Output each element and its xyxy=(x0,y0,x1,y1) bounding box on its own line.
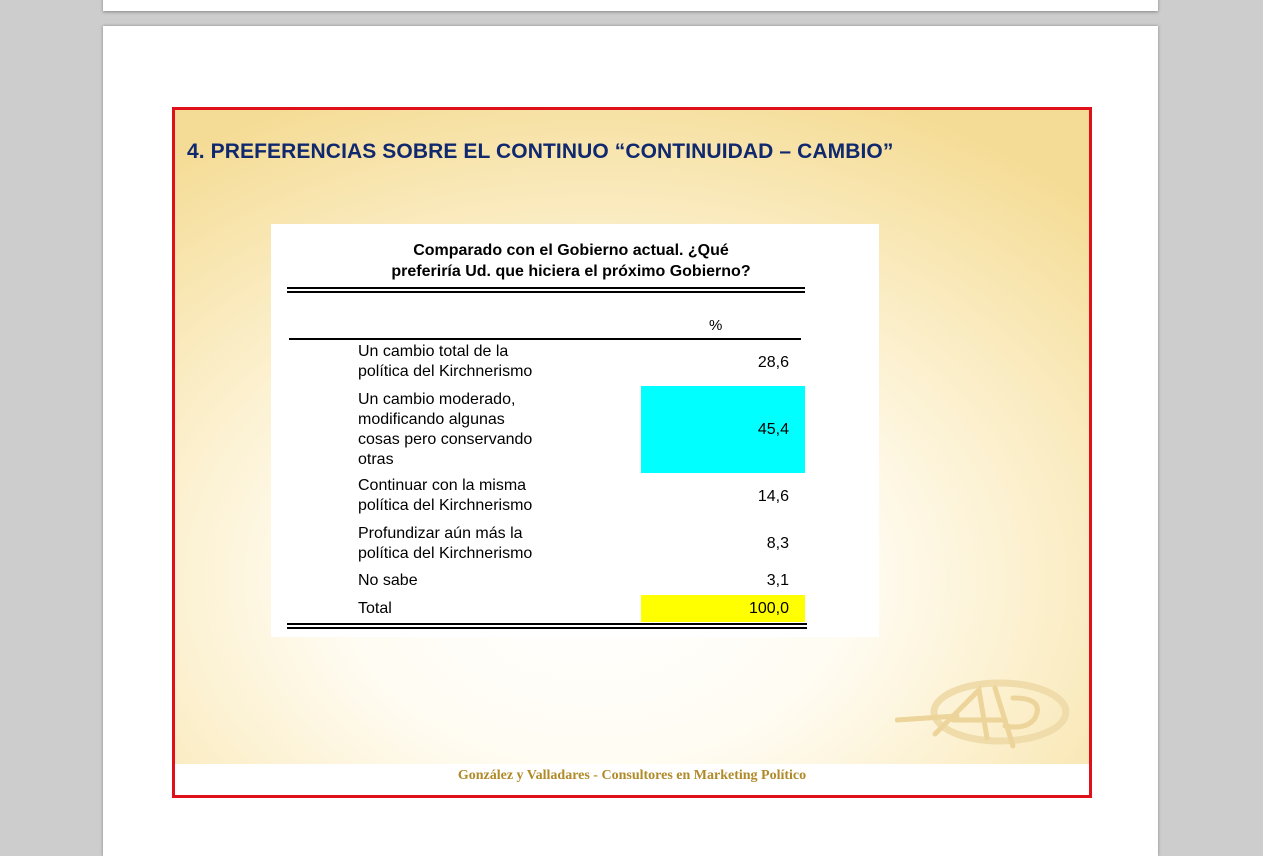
table-row-value: 100,0 xyxy=(748,600,789,617)
table-row-value: 14,6 xyxy=(757,488,789,505)
percent-header: % xyxy=(709,317,723,334)
bottom-rule-1 xyxy=(287,623,807,625)
table-question xyxy=(271,240,871,282)
table-row-label: Total xyxy=(358,600,392,617)
bottom-rule-2 xyxy=(287,627,807,629)
gv-logo-icon xyxy=(895,676,1075,756)
question-line-2: preferiría Ud. que hiciera el próximo Gobierno? xyxy=(391,263,751,280)
slide-footer: González y Valladares - Consultores en Marketing Político xyxy=(457,768,807,783)
table-row-value: 45,4 xyxy=(757,421,789,438)
table-row-label: Un cambio total de la política del Kirchnerismo xyxy=(358,343,533,380)
survey-table xyxy=(271,224,879,637)
table-row-value: 28,6 xyxy=(757,354,789,371)
top-rule-2 xyxy=(287,291,805,293)
previous-page xyxy=(103,0,1158,11)
top-rule-1 xyxy=(287,287,805,289)
table-row-label: Un cambio moderado, modificando algunas cosas pero conservando otras xyxy=(358,391,533,468)
table-row-value: 3,1 xyxy=(766,572,789,589)
slide-title: 4. PREFERENCIAS SOBRE EL CONTINUO “CONTINUIDAD – CAMBIO” xyxy=(187,140,894,163)
question-line-1: Comparado con el Gobierno actual. ¿Qué xyxy=(413,242,729,259)
table-row-label: Profundizar aún más la política del Kirchnerismo xyxy=(358,525,533,562)
table-row-label: No sabe xyxy=(358,572,418,589)
table-row-value: 8,3 xyxy=(766,535,789,552)
document-page xyxy=(103,26,1158,856)
slide-frame xyxy=(172,107,1092,798)
table-row-label: Continuar con la misma política del Kirchnerismo xyxy=(358,477,533,514)
header-rule xyxy=(289,338,801,340)
